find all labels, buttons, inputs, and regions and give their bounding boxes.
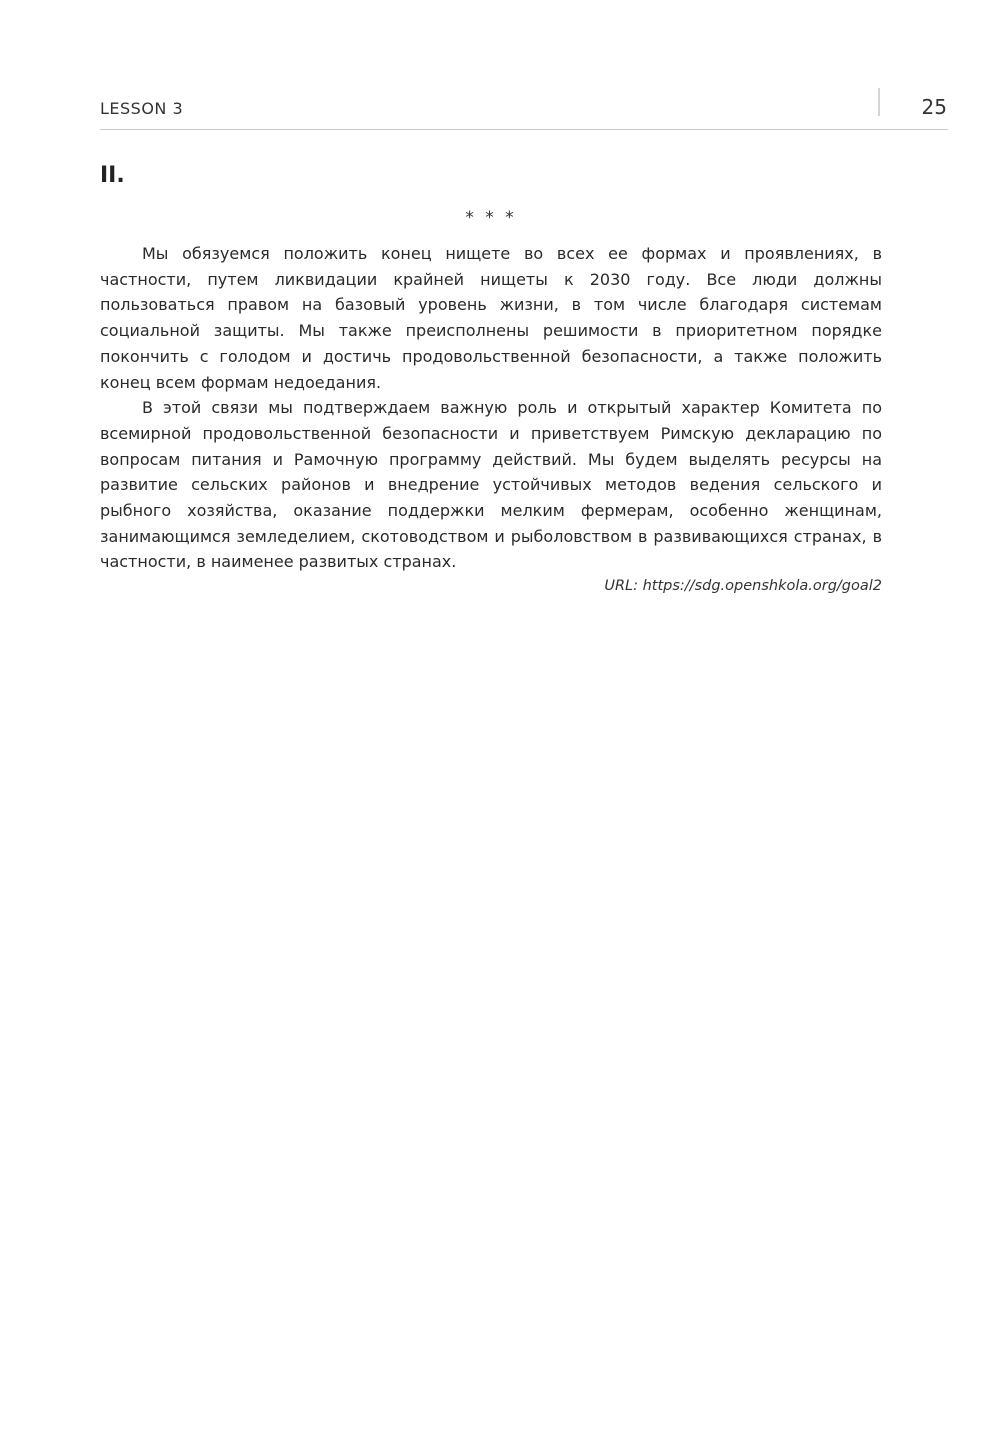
paragraph: Мы обязуемся положить конец нищете во всех ее формах и проявлениях, в частности, путем ликвидации крайней нищеты к 2030 году. Все люди должны пользоваться правом на базовый уровень жизни, в том числе благодаря системам социальной защиты. Мы также преисполнены решимости в приоритетном порядке покончить с голодом и достичь продовольственной безопасности, а также положить конец всем формам недоедания. — [100, 244, 882, 392]
paragraph: В этой связи мы подтверждаем важную роль и открытый характер Комитета по всемирной продовольственной безопасности и приветствуем Римскую декларацию по вопросам питания и Рамочную программу действий. Мы будем выделять ресурсы на развитие сельских районов и внедрение устойчивых методов ведения сельского и рыбного хозяйства, оказание поддержки мелким фермерам, особенно женщинам, занимающимся земледелием, скотоводством и рыболовством в развивающихся странах, в частности, в наименее развитых странах. — [100, 398, 882, 572]
source-url: URL: https://sdg.openshkola.org/goal2 — [604, 578, 882, 595]
asterism-separator: * * * — [465, 208, 517, 228]
text-block — [100, 241, 882, 594]
page-number: 25 — [921, 95, 947, 119]
section-title: II. — [100, 163, 125, 188]
header-rule — [100, 129, 948, 130]
header-divider-tick — [878, 88, 880, 116]
running-head: LESSON 3 — [100, 99, 184, 118]
